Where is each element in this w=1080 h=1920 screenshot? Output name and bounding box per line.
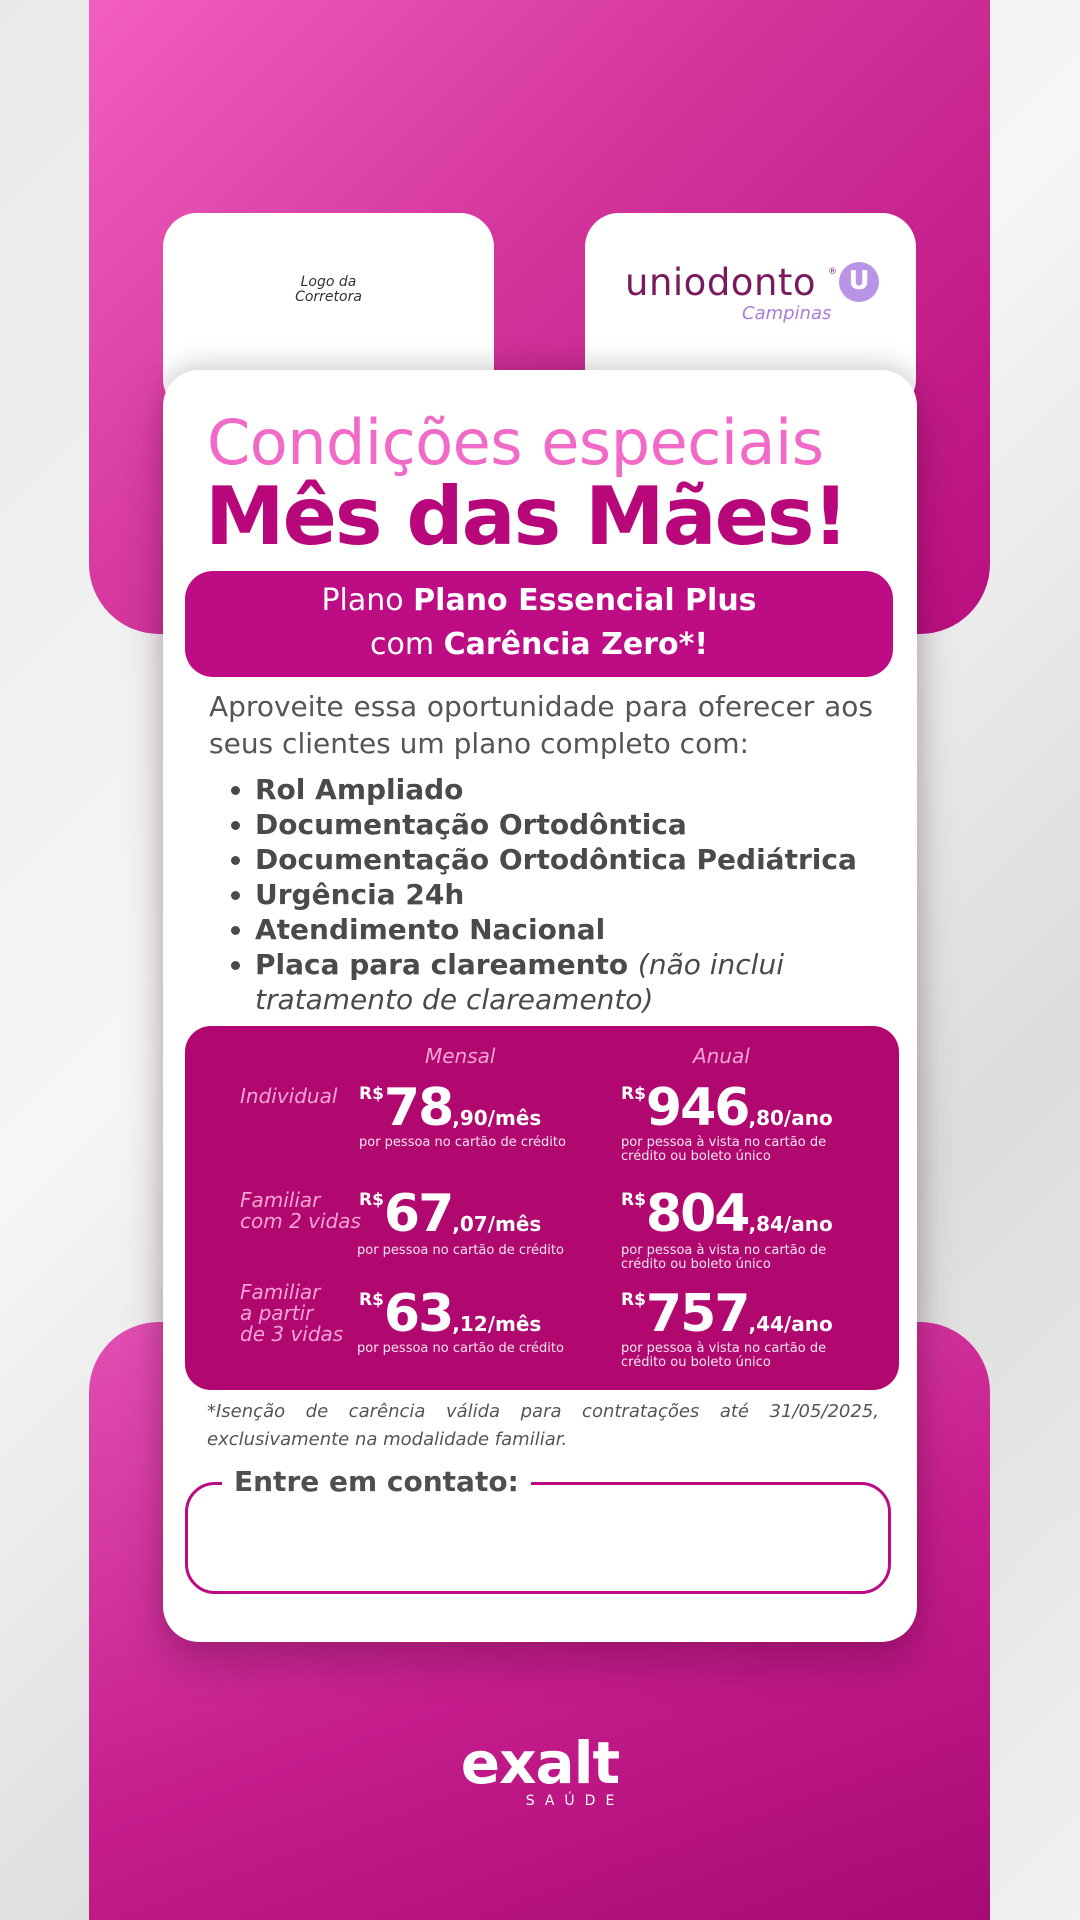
- uniodonto-logo-text: uniodonto: [625, 261, 817, 304]
- monthly-price-family-3: R$63,12/mês: [359, 1284, 542, 1344]
- monthly-note: por pessoa no cartão de crédito: [357, 1243, 564, 1258]
- trademark-mark: ®: [828, 267, 837, 277]
- disclaimer-text: *Isenção de carência válida para contratações até 31/05/2025, exclusivamente na modalidade familiar.: [207, 1401, 879, 1450]
- contact-box: [185, 1465, 891, 1594]
- list-item: Rol Ampliado: [255, 772, 935, 807]
- column-head-monthly: Mensal: [425, 1044, 496, 1068]
- plan-banner: Plano Plano Essencial Plus com Carência Zero*!: [185, 571, 893, 677]
- annual-note: por pessoa à vista no cartão de crédito ou boleto único: [621, 1135, 827, 1164]
- headline-line1: Condições especiais: [207, 406, 824, 479]
- column-head-annual: Anual: [693, 1044, 750, 1068]
- list-item: Urgência 24h: [255, 877, 935, 912]
- row-label-individual: Individual: [240, 1084, 338, 1108]
- intro-text: Aproveite essa oportunidade para oferecer aos seus clientes um plano completo com:: [209, 690, 873, 760]
- annual-price-family-3: R$757,44/ano: [621, 1284, 833, 1344]
- uniodonto-u-icon: U: [839, 262, 879, 302]
- main-card: [163, 370, 917, 1642]
- bullet-note: (não inclui tratamento de clareamento): [255, 948, 784, 1016]
- benefits-list: [209, 772, 935, 1017]
- list-item: Documentação Ortodôntica Pediátrica: [255, 842, 935, 877]
- annual-note: por pessoa à vista no cartão de crédito ou boleto único: [621, 1341, 827, 1370]
- headline-line2: Mês das Mães!: [205, 470, 848, 563]
- annual-price-family-2: R$804,84/ano: [621, 1184, 833, 1244]
- list-item: Atendimento Nacional: [255, 912, 935, 947]
- exalt-logo-text: exalt: [460, 1729, 620, 1797]
- zero-waiting-label: Carência Zero*!: [443, 627, 708, 662]
- monthly-note: por pessoa no cartão de crédito: [357, 1341, 564, 1356]
- monthly-price-family-2: R$67,07/mês: [359, 1184, 542, 1244]
- monthly-note: por pessoa no cartão de crédito: [359, 1135, 566, 1150]
- uniodonto-city: Campinas: [742, 303, 832, 324]
- row-label-family-2: Familiar com 2 vidas: [240, 1188, 361, 1233]
- monthly-price-individual: R$78,90/mês: [359, 1078, 542, 1138]
- plan-name: Plano Essencial Plus: [413, 583, 757, 618]
- row-label-family-3: Familiar a partir de 3 vidas: [240, 1280, 344, 1346]
- list-item: Documentação Ortodôntica: [255, 807, 935, 842]
- annual-price-individual: R$946,80/ano: [621, 1078, 833, 1138]
- exalt-logo-subtitle: SAÚDE: [525, 1793, 625, 1809]
- list-item: Placa para clareamento (não inclui tratamento de clareamento): [255, 947, 935, 1017]
- contact-title: Entre em contato:: [222, 1465, 531, 1498]
- annual-note: por pessoa à vista no cartão de crédito ou boleto único: [621, 1243, 827, 1272]
- exalt-logo: [0, 1729, 1080, 1809]
- broker-logo-placeholder: Logo da Corretora: [295, 274, 362, 305]
- price-table: [185, 1026, 899, 1390]
